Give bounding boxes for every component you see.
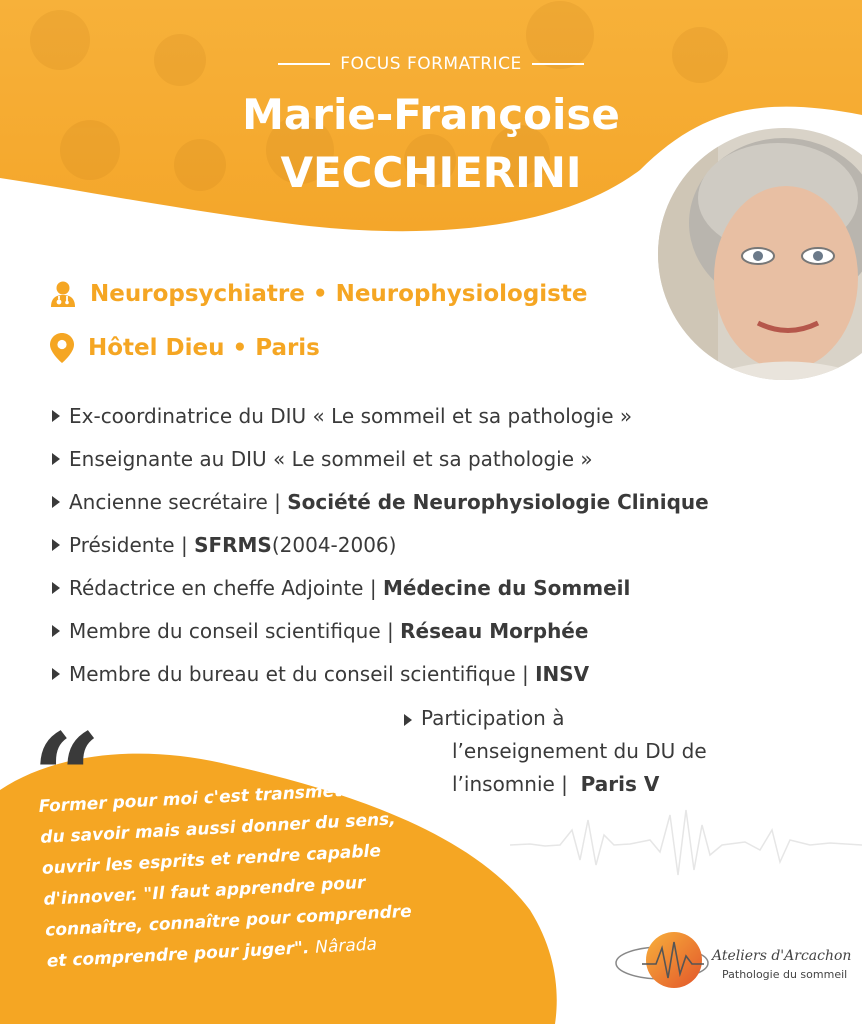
credentials-list xyxy=(50,394,830,695)
name-last: VECCHIERINI xyxy=(280,148,582,197)
name-first: Marie-Françoise xyxy=(242,90,620,139)
divider-left xyxy=(278,63,330,65)
location-row xyxy=(50,333,320,363)
eyebrow xyxy=(0,54,862,74)
bullet-icon xyxy=(52,496,60,508)
list-item: Membre du bureau et du conseil scientifique | INSV xyxy=(50,652,830,695)
logo-subtitle: Pathologie du sommeil xyxy=(722,968,848,981)
bullet-icon xyxy=(52,625,60,637)
eyebrow-label: FOCUS FORMATRICE xyxy=(340,54,522,74)
bullet-icon xyxy=(52,410,60,422)
list-item: Présidente | SFRMS (2004-2006) xyxy=(50,523,830,566)
quote-author: Nârada xyxy=(314,934,378,958)
divider-right xyxy=(532,63,584,65)
bullet-icon xyxy=(52,582,60,594)
logo-title: Ateliers d'Arcachon xyxy=(712,948,852,964)
list-item: Ancienne secrétaire | Société de Neurophysiologie Clinique xyxy=(50,480,830,523)
sleep-wave-graphic xyxy=(510,790,862,890)
list-item: Membre du conseil scientifique | Réseau Morphée xyxy=(50,609,830,652)
list-item: Ex-coordinatrice du DIU « Le sommeil et sa pathologie » xyxy=(50,394,830,437)
specialty-row xyxy=(50,280,587,308)
list-item: Enseignante au DIU « Le sommeil et sa pathologie » xyxy=(50,437,830,480)
quote-mark-icon: “ xyxy=(32,707,102,848)
portrait-image xyxy=(658,128,862,380)
location-text: Hôtel Dieu • Paris xyxy=(88,335,320,361)
list-item: Rédactrice en cheffe Adjointe | Médecine du Sommeil xyxy=(50,566,830,609)
bullet-icon xyxy=(52,453,60,465)
map-pin-icon xyxy=(50,333,74,363)
doctor-icon xyxy=(50,280,76,308)
quote-text: Former pour moi c'est transmettre du savoir mais aussi donner du sens, ouvrir les esprits et rendre capable d'innover. "Il faut apprendre pour connaître, connaître pour comprendre et comprendre pour juger". Nârada xyxy=(38,779,413,972)
bullet-icon xyxy=(52,539,60,551)
participation-item: Participation à l’enseignement du DU de l’insomnie | Paris V xyxy=(404,702,804,801)
specialty-text: Neuropsychiatre • Neurophysiologiste xyxy=(90,281,588,307)
bullet-icon xyxy=(52,668,60,680)
